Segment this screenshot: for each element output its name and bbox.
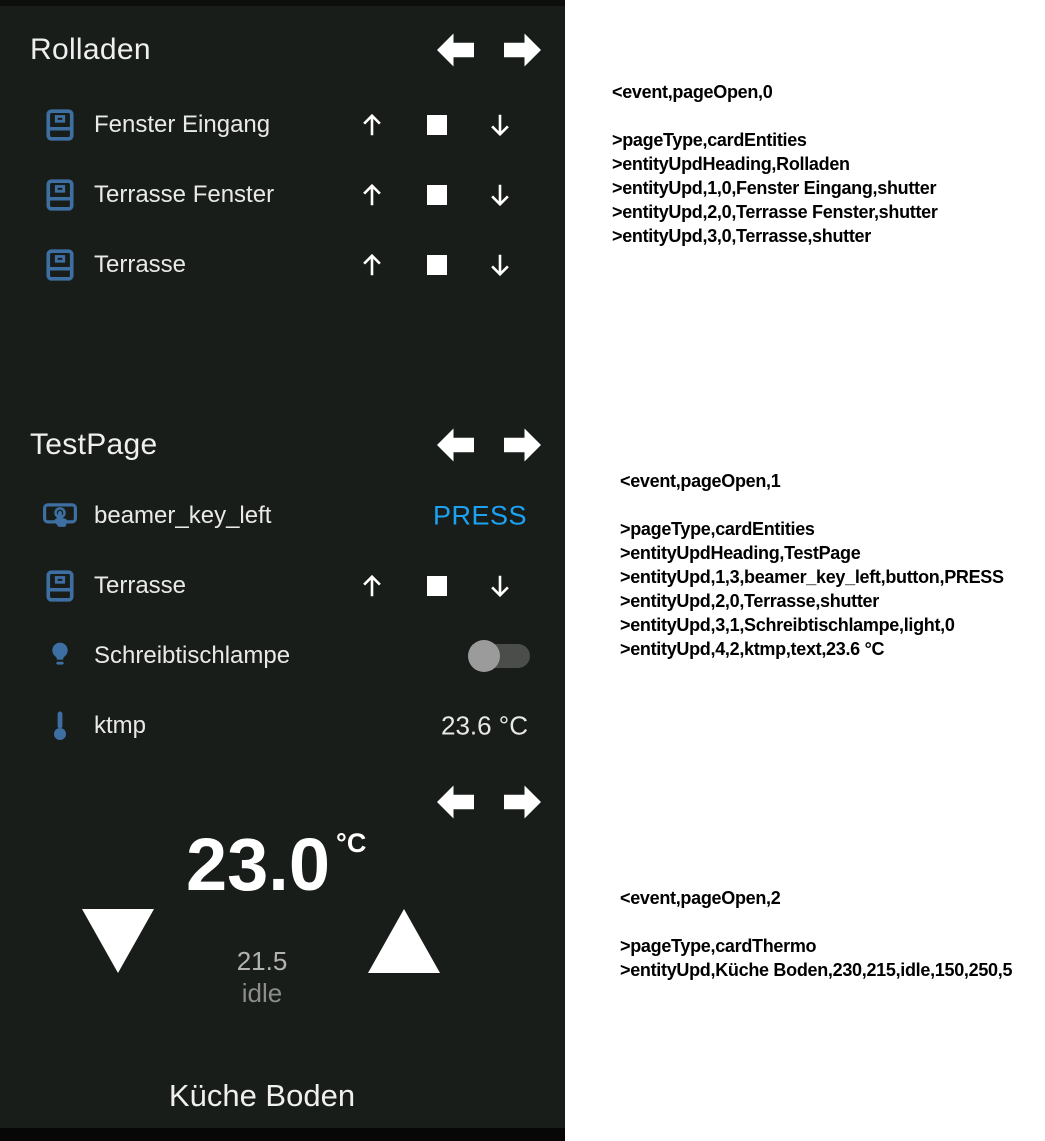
- lightbulb-icon: [42, 635, 78, 677]
- tap-button-icon: [42, 495, 78, 537]
- prev-page-button[interactable]: [437, 32, 474, 68]
- shutter-stop-button[interactable]: [427, 576, 447, 596]
- entity-row-shutter: [0, 90, 565, 160]
- shutter-stop-button[interactable]: [427, 255, 447, 275]
- entity-label: beamer_key_left: [94, 502, 272, 529]
- thermometer-icon: [42, 705, 78, 747]
- card-thermo: [0, 770, 565, 1128]
- protocol-event-line: <event,pageOpen,2: [620, 888, 781, 908]
- next-page-button[interactable]: [504, 32, 541, 68]
- shutter-up-button[interactable]: [359, 250, 385, 280]
- entity-row-light: [0, 621, 565, 691]
- temperature-unit: °C: [336, 828, 367, 858]
- light-toggle[interactable]: [468, 640, 530, 672]
- protocol-line: >entityUpdHeading,Rolladen: [612, 154, 850, 174]
- entity-label: Terrasse: [94, 251, 187, 278]
- card-testpage: [0, 415, 565, 770]
- shutter-icon: [42, 244, 78, 286]
- page-title: Rolladen: [30, 33, 151, 66]
- entity-row-text: [0, 691, 565, 761]
- shutter-icon: [42, 565, 78, 607]
- entity-label: Terrasse Fenster: [94, 181, 275, 208]
- page-nav: [437, 784, 541, 820]
- shutter-icon: [42, 174, 78, 216]
- shutter-stop-button[interactable]: [427, 115, 447, 135]
- next-page-button[interactable]: [504, 784, 541, 820]
- press-button[interactable]: PRESS: [432, 500, 527, 531]
- next-page-button[interactable]: [504, 427, 541, 463]
- protocol-line: >entityUpdHeading,TestPage: [620, 543, 861, 563]
- current-temperature: [186, 823, 367, 906]
- shutter-down-button[interactable]: [487, 250, 513, 280]
- protocol-line: >entityUpd,1,0,Fenster Eingang,shutter: [612, 178, 937, 198]
- protocol-line: >entityUpd,1,3,beamer_key_left,button,PRESS: [620, 567, 1004, 587]
- protocol-line: >pageType,cardEntities: [620, 519, 815, 539]
- shutter-up-button[interactable]: [359, 571, 385, 601]
- protocol-log-page2: [620, 886, 1012, 982]
- protocol-line: >entityUpd,2,0,Terrasse,shutter: [620, 591, 879, 611]
- page-nav: [437, 32, 541, 68]
- prev-page-button[interactable]: [437, 427, 474, 463]
- target-temperature: 21.5: [236, 946, 288, 976]
- sensor-value: 23.6 °C: [440, 710, 528, 741]
- entity-row-shutter: [0, 160, 565, 230]
- prev-page-button[interactable]: [437, 784, 474, 820]
- page-nav: [437, 427, 541, 463]
- entity-label: Terrasse: [94, 572, 187, 599]
- card-header: [0, 423, 565, 467]
- protocol-line: >entityUpd,3,1,Schreibtischlampe,light,0: [620, 615, 955, 635]
- card-header: [0, 28, 565, 72]
- entity-row-shutter: [0, 230, 565, 300]
- current-temperature-value: 23.0: [186, 823, 331, 906]
- toggle-knob: [468, 640, 500, 672]
- shutter-down-button[interactable]: [487, 180, 513, 210]
- protocol-event-line: <event,pageOpen,0: [612, 82, 773, 102]
- protocol-log-page0: [612, 80, 938, 248]
- page-title: TestPage: [30, 428, 158, 461]
- protocol-line: >entityUpd,2,0,Terrasse Fenster,shutter: [612, 202, 938, 222]
- shutter-down-button[interactable]: [487, 571, 513, 601]
- protocol-line: >pageType,cardEntities: [612, 130, 807, 150]
- card-header: [0, 782, 565, 822]
- shutter-stop-button[interactable]: [427, 185, 447, 205]
- entity-label: Schreibtischlampe: [94, 642, 291, 669]
- shutter-down-button[interactable]: [487, 110, 513, 140]
- entity-label: ktmp: [94, 712, 147, 739]
- protocol-log-page1: [620, 469, 1004, 661]
- entity-row-button: [0, 481, 565, 551]
- shutter-up-button[interactable]: [359, 180, 385, 210]
- shutter-up-button[interactable]: [359, 110, 385, 140]
- protocol-line: >entityUpd,4,2,ktmp,text,23.6 °C: [620, 639, 885, 659]
- thermostat-name: Küche Boden: [168, 1078, 356, 1113]
- protocol-line: >entityUpd,Küche Boden,230,215,idle,150,250,5: [620, 960, 1013, 980]
- panel-bottom-edge: [0, 1128, 565, 1141]
- shutter-icon: [42, 104, 78, 146]
- thermostat-state: idle: [241, 978, 283, 1008]
- entity-label: Fenster Eingang: [94, 111, 271, 138]
- card-rolladen: [0, 0, 565, 415]
- protocol-line: >entityUpd,3,0,Terrasse,shutter: [612, 226, 871, 246]
- protocol-event-line: <event,pageOpen,1: [620, 471, 781, 491]
- entity-row-shutter: [0, 551, 565, 621]
- protocol-line: >pageType,cardThermo: [620, 936, 817, 956]
